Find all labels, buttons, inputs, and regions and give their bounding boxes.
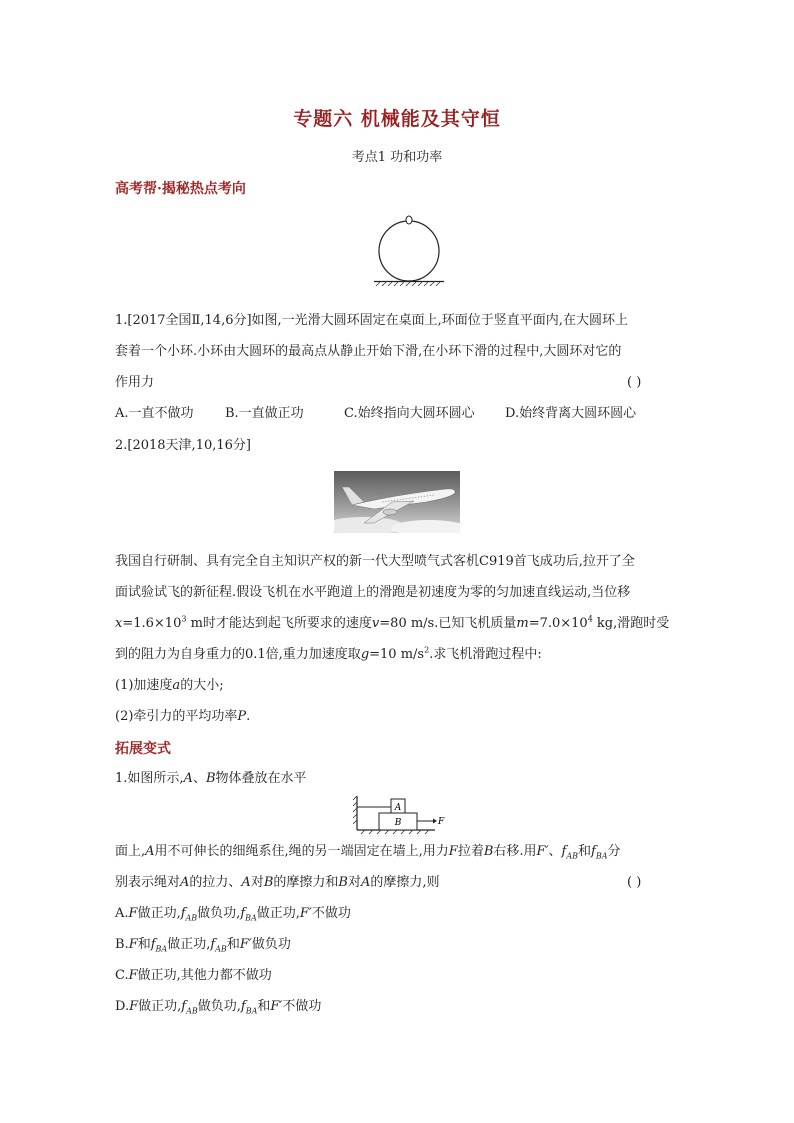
blocks-figure: [353, 794, 453, 834]
small-ring: [406, 216, 412, 224]
ring-figure: [370, 212, 448, 286]
block-b-label: B: [394, 818, 402, 828]
q1-line-3: 作用力: [115, 375, 155, 390]
force-label: F: [438, 817, 445, 827]
page-title: 专题六 机械能及其守恒: [293, 108, 501, 130]
q1-answer-paren: ( ): [627, 375, 642, 390]
ground-hatch: [376, 282, 440, 286]
q1-option-a: A.一直不做功: [115, 406, 194, 421]
force-arrow-head: [433, 819, 437, 824]
q2-line-2: 面试验试飞的新征程.假设飞机在水平跑道上的滑跑是初速度为零的匀加速直线运动,当位移: [115, 585, 631, 600]
q1-option-d: D.始终背离大圆环圆心: [505, 406, 637, 421]
ext1-option-a: A.F做正功$,f_{AB}$做负功$,f_{BA}$做正功,F′不做功: [115, 906, 351, 923]
airplane-photo: [334, 471, 460, 533]
q1-option-b: B.一直做正功: [225, 406, 304, 421]
section-heading-hot: 高考帮·揭秘热点考向: [115, 181, 246, 197]
ext1-option-c: C.F做正功,其他力都不做功: [115, 968, 272, 983]
q1-line-2: 套着一个小环.小环由大圆环的最高点从静止开始下滑,在小环下滑的过程中,大圆环对它的: [115, 344, 622, 359]
ext1-option-b: B.F和$f_{BA}$做正功$,f_{AB}$和F′做负功: [115, 937, 291, 954]
ext1-answer-paren: ( ): [627, 875, 642, 890]
ext1-line-3: 别表示绳对A的拉力、A对B的摩擦力和B对A的摩擦力,则: [115, 875, 440, 890]
big-ring: [379, 221, 439, 281]
ext1-line-1: 1.如图所示,A、B物体叠放在水平: [115, 771, 307, 786]
q2-subquestion-2: (2)牵引力的平均功率P.: [115, 709, 251, 724]
section-heading-extend: 拓展变式: [115, 741, 171, 757]
ext1-line-2: 面上,A用不可伸长的细绳系住,绳的另一端固定在墙上,用力F拉着B右移.用F′、$f_{AB}$和$f_{BA}$分: [115, 844, 621, 861]
airplane-engine: [383, 509, 397, 515]
q2-heading: 2.[2018天津,10,16分]: [115, 438, 251, 453]
q2-line-3: $x=1.6\times 10^3$ m时才能达到起飞所要求的速度v=80 m/s.已知飞机质量$m=7.0\times 10^4$ kg,滑跑时受: [115, 614, 670, 631]
page-subtitle: 考点1 功和功率: [351, 150, 443, 165]
q1-line-1: 1.[2017全国Ⅱ,14,6分]如图,一光滑大圆环固定在桌面上,环面位于竖直平面内,在大圆环上: [115, 313, 628, 328]
q2-line-4: 到的阻力为自身重力的0.1倍,重力加速度取g=10 $m/s^2$.求飞机滑跑过程中:: [115, 645, 542, 662]
q2-subquestion-1: (1)加速度a的大小;: [115, 678, 224, 693]
block-a-label: A: [394, 803, 402, 813]
q1-option-c: C.始终指向大圆环圆心: [344, 406, 475, 421]
q2-line-1: 我国自行研制、具有完全自主知识产权的新一代大型喷气式客机C919首飞成功后,拉开了全: [115, 554, 635, 569]
wall-hatch: [353, 796, 357, 824]
ext1-option-d: D.F做正功$,f_{AB}$做负功$,f_{BA}$和F′不做功: [115, 999, 322, 1016]
